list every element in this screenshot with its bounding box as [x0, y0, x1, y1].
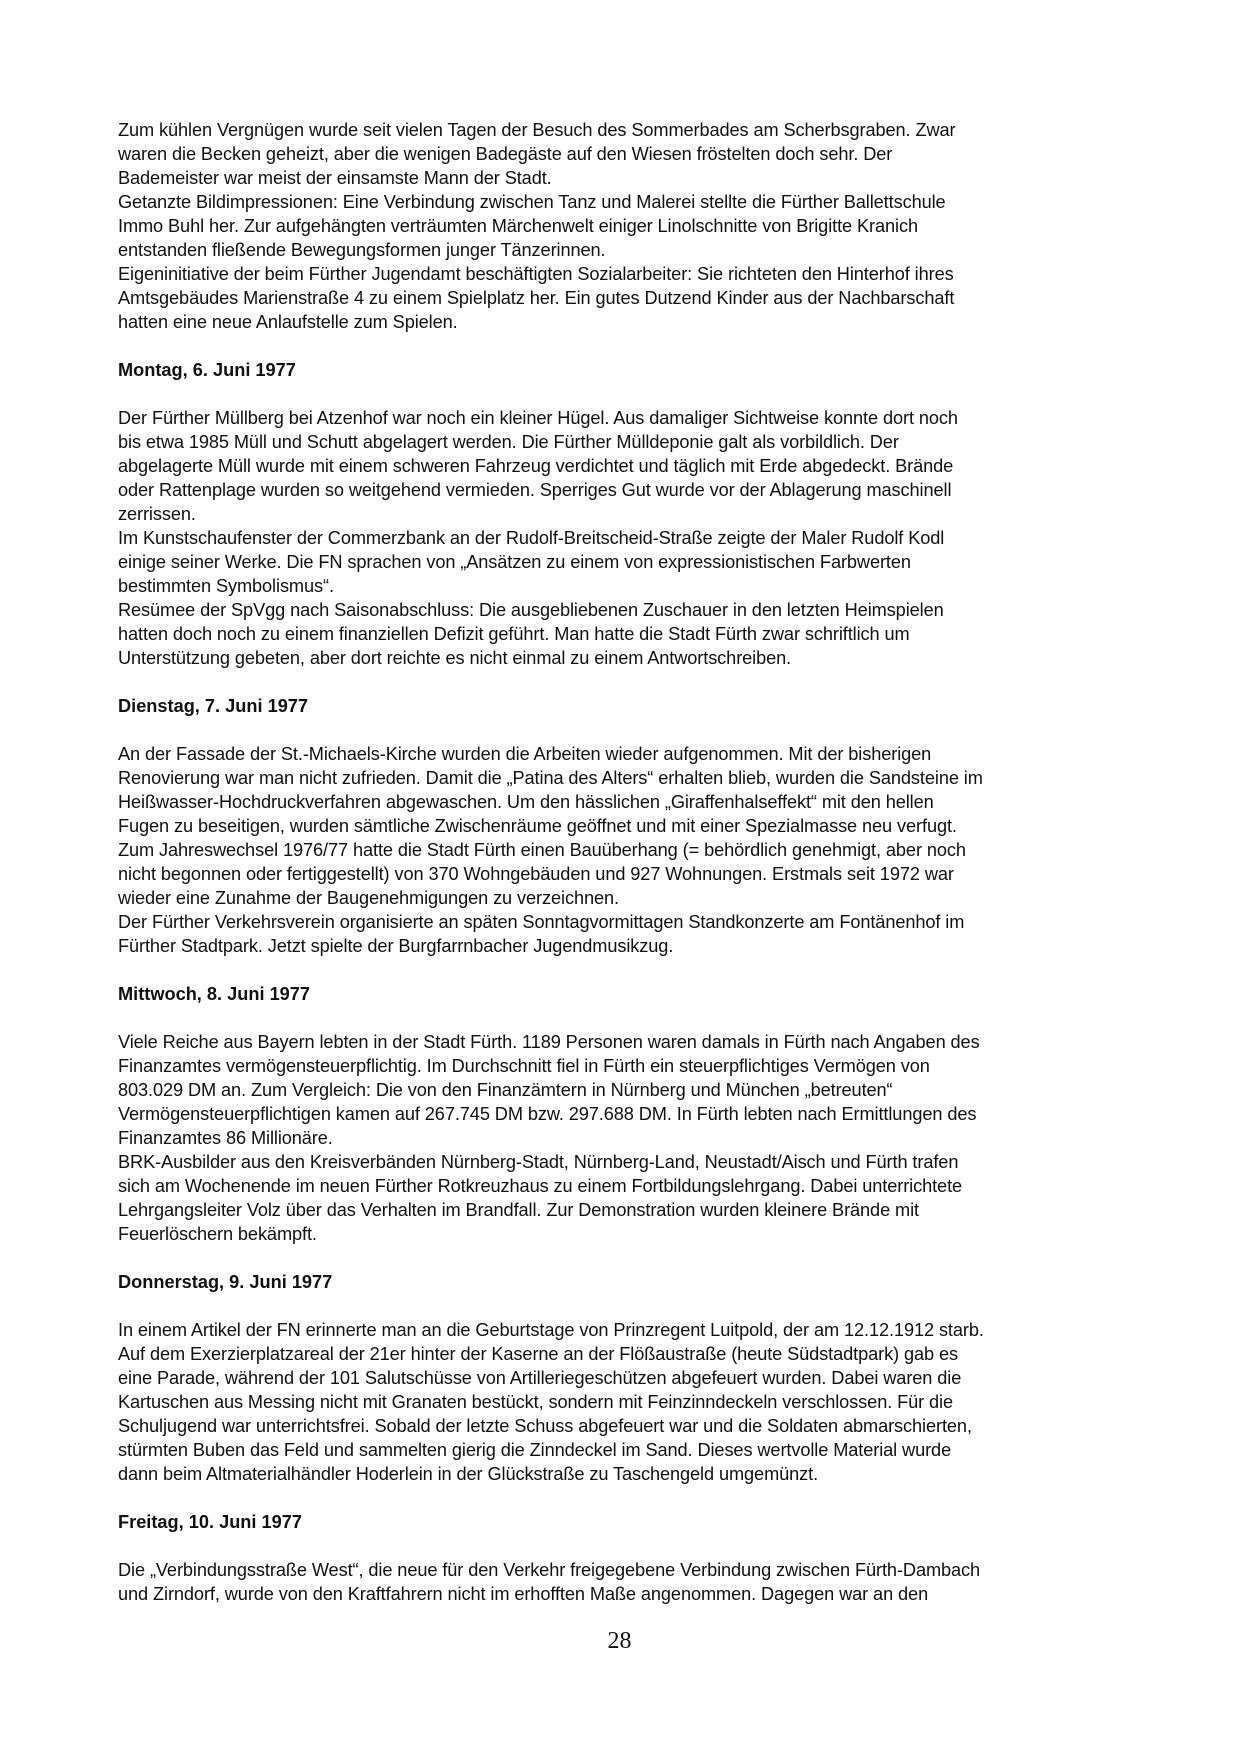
- text-line: abgelagerte Müll wurde mit einem schweren Fahrzeug verdichtet und täglich mit Erde abgedeckt. Brände: [118, 456, 954, 476]
- text-line: Schuljugend war unterrichtsfrei. Sobald der letzte Schuss abgefeuert war und die Soldaten abmarschierten,: [118, 1416, 972, 1436]
- text-line: Auf dem Exerzierplatzareal der 21er hinter der Kaserne an der Flößaustraße (heute Südstadtpark) gab es: [118, 1344, 959, 1364]
- section-dienstag: [118, 694, 1128, 958]
- text-line: einige seiner Werke. Die FN sprachen von „Ansätzen zu einem von expressionistischen Farbwerten: [118, 552, 911, 572]
- text-line: Der Fürther Müllberg bei Atzenhof war noch ein kleiner Hügel. Aus damaliger Sichtweise konnte dort noch: [118, 408, 958, 428]
- text-line: Immo Buhl her. Zur aufgehängten verträumten Märchenwelt einiger Linolschnitte von Brigitte Kranich: [118, 216, 918, 236]
- date-heading: Freitag, 10. Juni 1977: [118, 1512, 302, 1532]
- paragraph-vermoegensteuer: [118, 1030, 1128, 1150]
- paragraph-verkehrsverein: [118, 910, 1128, 958]
- text-line: An der Fassade der St.-Michaels-Kirche wurden die Arbeiten wieder aufgenommen. Mit der bisherigen: [118, 744, 932, 764]
- date-heading: Donnerstag, 9. Juni 1977: [118, 1272, 333, 1292]
- text-line: oder Rattenplage wurden so weitgehend vermieden. Sperriges Gut wurde vor der Ablagerung maschinell: [118, 480, 952, 500]
- text-line: Viele Reiche aus Bayern lebten in der Stadt Fürth. 1189 Personen waren damals in Fürth nach Angaben des: [118, 1032, 980, 1052]
- text-line: Fugen zu beseitigen, wurden sämtliche Zwischenräume geöffnet und mit einer Spezialmasse neu verfugt.: [118, 816, 957, 836]
- text-line: Unterstützung gebeten, aber dort reichte es nicht einmal zu einem Antwortschreiben.: [118, 648, 792, 668]
- page-content: [118, 118, 1128, 1606]
- paragraph-prinzregent: [118, 1318, 1128, 1486]
- section-mittwoch: [118, 982, 1128, 1246]
- paragraph-michaelskirche: [118, 742, 1128, 838]
- text-line: Zum kühlen Vergnügen wurde seit vielen Tagen der Besuch des Sommerbades am Scherbsgraben. Zwar: [118, 120, 956, 140]
- text-line: Vermögensteuerpflichtigen kamen auf 267.745 DM bzw. 297.688 DM. In Fürth lebten nach Ermittlungen des: [118, 1104, 977, 1124]
- section-continuation: [118, 118, 1128, 334]
- text-line: stürmten Buben das Feld und sammelten gierig die Zinndeckel im Sand. Dieses wertvolle Material wurde: [118, 1440, 952, 1460]
- text-line: bis etwa 1985 Müll und Schutt abgelagert werden. Die Fürther Mülldeponie galt als vorbildlich. Der: [118, 432, 899, 452]
- text-line: zerrissen.: [118, 504, 196, 524]
- text-line: und Zirndorf, wurde von den Kraftfahrern nicht im erhofften Maße angenommen. Dagegen war an den: [118, 1584, 929, 1604]
- paragraph-kunstschaufenster: [118, 526, 1128, 598]
- text-line: Zum Jahreswechsel 1976/77 hatte die Stadt Fürth einen Bauüberhang (= behördlich genehmigt, aber noch: [118, 840, 966, 860]
- text-line: hatten doch noch zu einem finanziellen Defizit geführt. Man hatte die Stadt Fürth zwar schriftlich um: [118, 624, 910, 644]
- paragraph-spielplatz: [118, 262, 1128, 334]
- text-line: bestimmten Symbolismus“.: [118, 576, 334, 596]
- paragraph-ballettschule: [118, 190, 1128, 262]
- text-line: Eigeninitiative der beim Fürther Jugendamt beschäftigten Sozialarbeiter: Sie richteten den Hinterhof ihres: [118, 264, 954, 284]
- text-line: Resümee der SpVgg nach Saisonabschluss: Die ausgebliebenen Zuschauer in den letzten Heimspielen: [118, 600, 944, 620]
- text-line: 803.029 DM an. Zum Vergleich: Die von den Finanzämtern in Nürnberg und München „betreuten“: [118, 1080, 893, 1100]
- section-donnerstag: [118, 1270, 1128, 1486]
- text-line: Kartuschen aus Messing nicht mit Granaten bestückt, sondern mit Feinzinndeckeln verschlossen. Für die: [118, 1392, 954, 1412]
- text-line: waren die Becken geheizt, aber die wenigen Badegäste auf den Wiesen fröstelten doch sehr. Der: [118, 144, 893, 164]
- page-number: 28: [607, 1628, 632, 1654]
- text-line: Amtsgebäudes Marienstraße 4 zu einem Spielplatz her. Ein gutes Dutzend Kinder aus der Nachbarschaft: [118, 288, 955, 308]
- paragraph-brk-ausbilder: [118, 1150, 1128, 1246]
- text-line: sich am Wochenende im neuen Fürther Rotkreuzhaus zu einem Fortbildungslehrgang. Dabei unterrichtete: [118, 1176, 963, 1196]
- text-line: Die „Verbindungsstraße West“, die neue für den Verkehr freigegebene Verbindung zwischen Fürth-Dambach: [118, 1560, 981, 1580]
- text-line: Finanzamtes vermögensteuerpflichtig. Im Durchschnitt fiel in Fürth ein steuerpflichtiges Vermögen von: [118, 1056, 930, 1076]
- text-line: eine Parade, während der 101 Salutschüsse von Artilleriegeschützen abgefeuert wurden. Dabei waren die: [118, 1368, 962, 1388]
- text-line: hatten eine neue Anlaufstelle zum Spielen.: [118, 312, 458, 332]
- text-line: Getanzte Bildimpressionen: Eine Verbindung zwischen Tanz und Malerei stellte die Fürther Ballettschule: [118, 192, 946, 212]
- paragraph-verbindungsstrasse: [118, 1558, 1128, 1606]
- paragraph-sommerbad: [118, 118, 1128, 190]
- text-line: Der Fürther Verkehrsverein organisierte an späten Sonntagvormittagen Standkonzerte am Fontänenhof im: [118, 912, 965, 932]
- text-line: Bademeister war meist der einsamste Mann der Stadt.: [118, 168, 552, 188]
- text-line: Feuerlöschern bekämpft.: [118, 1224, 317, 1244]
- text-line: entstanden fließende Bewegungsformen junger Tänzerinnen.: [118, 240, 606, 260]
- text-line: wieder eine Zunahme der Baugenehmigungen zu verzeichnen.: [118, 888, 619, 908]
- date-heading: Dienstag, 7. Juni 1977: [118, 696, 309, 716]
- date-heading: Montag, 6. Juni 1977: [118, 360, 296, 380]
- date-heading: Mittwoch, 8. Juni 1977: [118, 984, 311, 1004]
- section-montag: [118, 358, 1128, 670]
- text-line: Im Kunstschaufenster der Commerzbank an der Rudolf-Breitscheid-Straße zeigte der Maler Rudolf Kodl: [118, 528, 945, 548]
- text-line: Lehrgangsleiter Volz über das Verhalten im Brandfall. Zur Demonstration wurden kleinere Brände mit: [118, 1200, 919, 1220]
- paragraph-bauueberhang: [118, 838, 1128, 910]
- text-line: nicht begonnen oder fertiggestellt) von 370 Wohngebäuden und 927 Wohnungen. Erstmals seit 1972 war: [118, 864, 954, 884]
- paragraph-spvgg: [118, 598, 1128, 670]
- text-line: Heißwasser-Hochdruckverfahren abgewaschen. Um den hässlichen „Giraffenhalseffekt“ mit den hellen: [118, 792, 934, 812]
- section-freitag: [118, 1510, 1128, 1606]
- text-line: Fürther Stadtpark. Jetzt spielte der Burgfarrnbacher Jugendmusikzug.: [118, 936, 674, 956]
- text-line: Finanzamtes 86 Millionäre.: [118, 1128, 333, 1148]
- paragraph-muellberg: [118, 406, 1128, 526]
- text-line: BRK-Ausbilder aus den Kreisverbänden Nürnberg-Stadt, Nürnberg-Land, Neustadt/Aisch und Fürth trafen: [118, 1152, 959, 1172]
- text-line: In einem Artikel der FN erinnerte man an die Geburtstage von Prinzregent Luitpold, der am 12.12.1912 starb.: [118, 1320, 984, 1340]
- text-line: dann beim Altmaterialhändler Hoderlein in der Glückstraße zu Taschengeld umgemünzt.: [118, 1464, 819, 1484]
- text-line: Renovierung war man nicht zufrieden. Damit die „Patina des Alters“ erhalten blieb, wurden die Sandsteine im: [118, 768, 983, 788]
